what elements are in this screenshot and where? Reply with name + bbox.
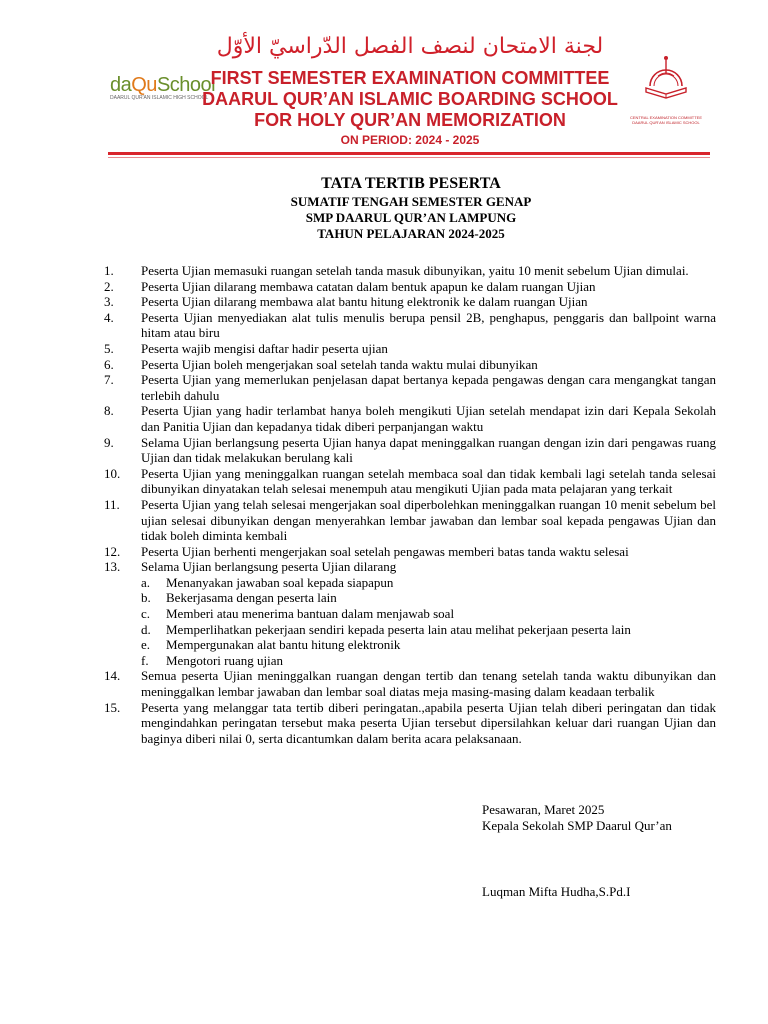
rule-item [104,372,716,403]
letterhead [0,0,768,160]
rule-number: 3. [104,294,114,310]
rule-number: 6. [104,356,114,372]
rule-item [104,403,716,434]
subitem-text: Memberi atau menerima bantuan dalam menjawab soal [166,606,455,622]
committee-seal-icon [630,46,702,130]
rule-item [104,263,716,279]
subitem-letter: c. [141,606,151,622]
document-subtitle-1: SUMATIF TENGAH SEMESTER GENAP [290,194,532,209]
seal-emblem-icon [630,46,702,110]
rule-text: Peserta Ujian dilarang membawa catatan dalam bentuk apapun ke dalam ruangan Ujian [141,278,596,294]
subitem-text: Mengotori ruang ujian [166,652,283,668]
rule-number: 13. [104,559,121,575]
rule-item [104,544,716,560]
document-titles [0,174,768,242]
signature-name: Luqman Mifta Hudha,S.Pd.I [482,884,631,899]
rule-text: Peserta Ujian menyediakan alat tulis menulis berupa pensil 2B, penghapus, penggaris dan ballpoint warna hitam atau biru [141,309,716,341]
rule-item [104,435,716,466]
rule-13-subitem [104,622,716,638]
rule-number: 2. [104,278,114,294]
rule-13-subitem [104,575,716,591]
logo-text-school: School [156,74,216,96]
rule-item [104,559,716,575]
rule-number: 7. [104,372,114,388]
rule-text: Peserta Ujian yang telah selesai mengerjakan soal diperbolehkan meninggalkan ruangan 10 menit sebelum bel ujian selesai dibunyikan dengan menyerahkan lembar jawaban dan lembar soal kepada pengawas Ujian dan tidak boleh diminta kembali [141,496,716,544]
rule-text: Peserta Ujian memasuki ruangan setelah tanda masuk dibunyikan, yaitu 10 menit sebelum Ujian dimulai. [141,263,689,278]
subitem-text: Menanyakan jawaban soal kepada siapapun [166,574,394,590]
rule-item [104,497,716,544]
rule-number: 14. [104,668,121,684]
header-line-1: FIRST SEMESTER EXAMINATION COMMITTEE [210,68,610,88]
subitem-text: Mempergunakan alat bantu hitung elektronik [166,637,401,653]
rule-number: 4. [104,309,114,325]
signature-position: Kepala Sekolah SMP Daarul Qur’an [482,818,672,833]
subitem-letter: f. [141,652,149,668]
rule-item [104,357,716,373]
rule-number: 8. [104,403,114,419]
arabic-title: لجنة الامتحان لنصف الفصل الدّراسيّ الأوّل [216,34,604,59]
rule-13-subitem [104,637,716,653]
rule-text: Peserta yang melanggar tata tertib diberi peringatan.,apabila peserta Ujian telah diberi peringatan dan tidak mengindahkan peringatan tersebut maka peserta Ujian tersebut dipersilahkan keluar dari ruangan Ujian dan baginya diberi nilai 0, serta dicantumkan dalam berita acara pelaksanaan. [141,699,716,746]
rule-13-subitem [104,606,716,622]
rule-number: 1. [104,263,114,278]
subitem-letter: d. [141,621,151,637]
rules-list [104,263,716,746]
logo-tagline: DAARUL QUR'AN ISLAMIC HIGH SCHOOL [110,95,209,101]
rule-text: Peserta wajib mengisi daftar hadir peserta ujian [141,340,388,356]
logo-text-da: da [110,74,132,96]
rule-number: 9. [104,434,114,450]
rule-number: 11. [104,496,120,512]
rule-item [104,700,716,747]
daqu-school-logo [110,74,216,106]
subitem-letter: b. [141,590,151,606]
document-subtitle-3: TAHUN PELAJARAN 2024-2025 [317,226,505,241]
header-line-2: DAARUL QUR’AN ISLAMIC BOARDING SCHOOL [202,89,618,109]
header-divider-thin [108,157,710,158]
rule-number: 12. [104,543,121,559]
rule-text: Peserta Ujian yang meninggalkan ruangan setelah membaca soal dan tidak kembali lagi setelah tanda selesai dibunyikan dinyatakan telah selesai menempuh atau mengikuti Ujian pada mata pelajaran yang terkait [141,465,716,497]
rule-number: 10. [104,465,121,481]
rule-item [104,466,716,497]
rule-13-subitem [104,653,716,669]
header-divider [108,152,710,155]
rule-text: Selama Ujian berlangsung peserta Ujian dilarang [141,559,397,575]
subitem-letter: a. [141,574,151,590]
rule-item [104,341,716,357]
rule-text: Peserta Ujian yang hadir terlambat hanya boleh mengikuti Ujian setelah mendapat izin dari Kepala Sekolah dan Panitia Ujian dan kepadanya tidak diberi perpanjangan waktu [141,403,716,434]
rule-item [104,294,716,310]
rule-text: Semua peserta Ujian meninggalkan ruangan dengan tertib dan tenang setelah tanda waktu dibunyikan dan meninggalkan lembar jawaban dan lembar soal diatas meja masing-masing dalam keadaan terbalik [141,668,716,700]
document-title: TATA TERTIB PESERTA [321,175,501,192]
rule-text: Selama Ujian berlangsung peserta Ujian hanya dapat meninggalkan ruangan dengan izin dari pengawas ruang Ujian dan tidak melakukan berulang kali [141,434,716,466]
document-subtitle-2: SMP DAARUL QUR’AN LAMPUNG [305,210,517,225]
rule-item [104,310,716,341]
rule-text: Peserta Ujian boleh mengerjakan soal setelah tanda waktu mulai dibunyikan [141,356,538,372]
subitem-text: Bekerjasama dengan peserta lain [166,590,337,606]
rule-number: 15. [104,699,121,715]
rule-text: Peserta Ujian berhenti mengerjakan soal setelah pengawas memberi batas tanda waktu selesai [141,543,629,559]
rule-item [104,668,716,699]
rule-text: Peserta Ujian dilarang membawa alat bantu hitung elektronik ke dalam ruangan Ujian [141,294,588,310]
seal-tagline: CENTRAL EXAMINATION COMMITTEE DAARUL QUR'AN ISLAMIC SCHOOL [630,115,703,125]
rule-number: 5. [104,340,114,356]
rule-item [104,279,716,295]
subitem-text: Memperlihatkan pekerjaan sendiri kepada peserta lain atau melihat pekerjaan peserta lain [166,621,631,637]
subitem-letter: e. [141,637,151,653]
header-period: ON PERIOD: 2024 - 2025 [340,133,480,147]
header-line-3: FOR HOLY QUR’AN MEMORIZATION [254,110,566,130]
rule-text: Peserta Ujian yang memerlukan penjelasan dapat bertanya kepada pengawas dengan cara mengangkat tangan terlebih dahulu [141,372,716,403]
signature-place-date: Pesawaran, Maret 2025 [482,802,605,817]
rule-13-subitem [104,590,716,606]
logo-text-qu: Qu [131,74,157,96]
